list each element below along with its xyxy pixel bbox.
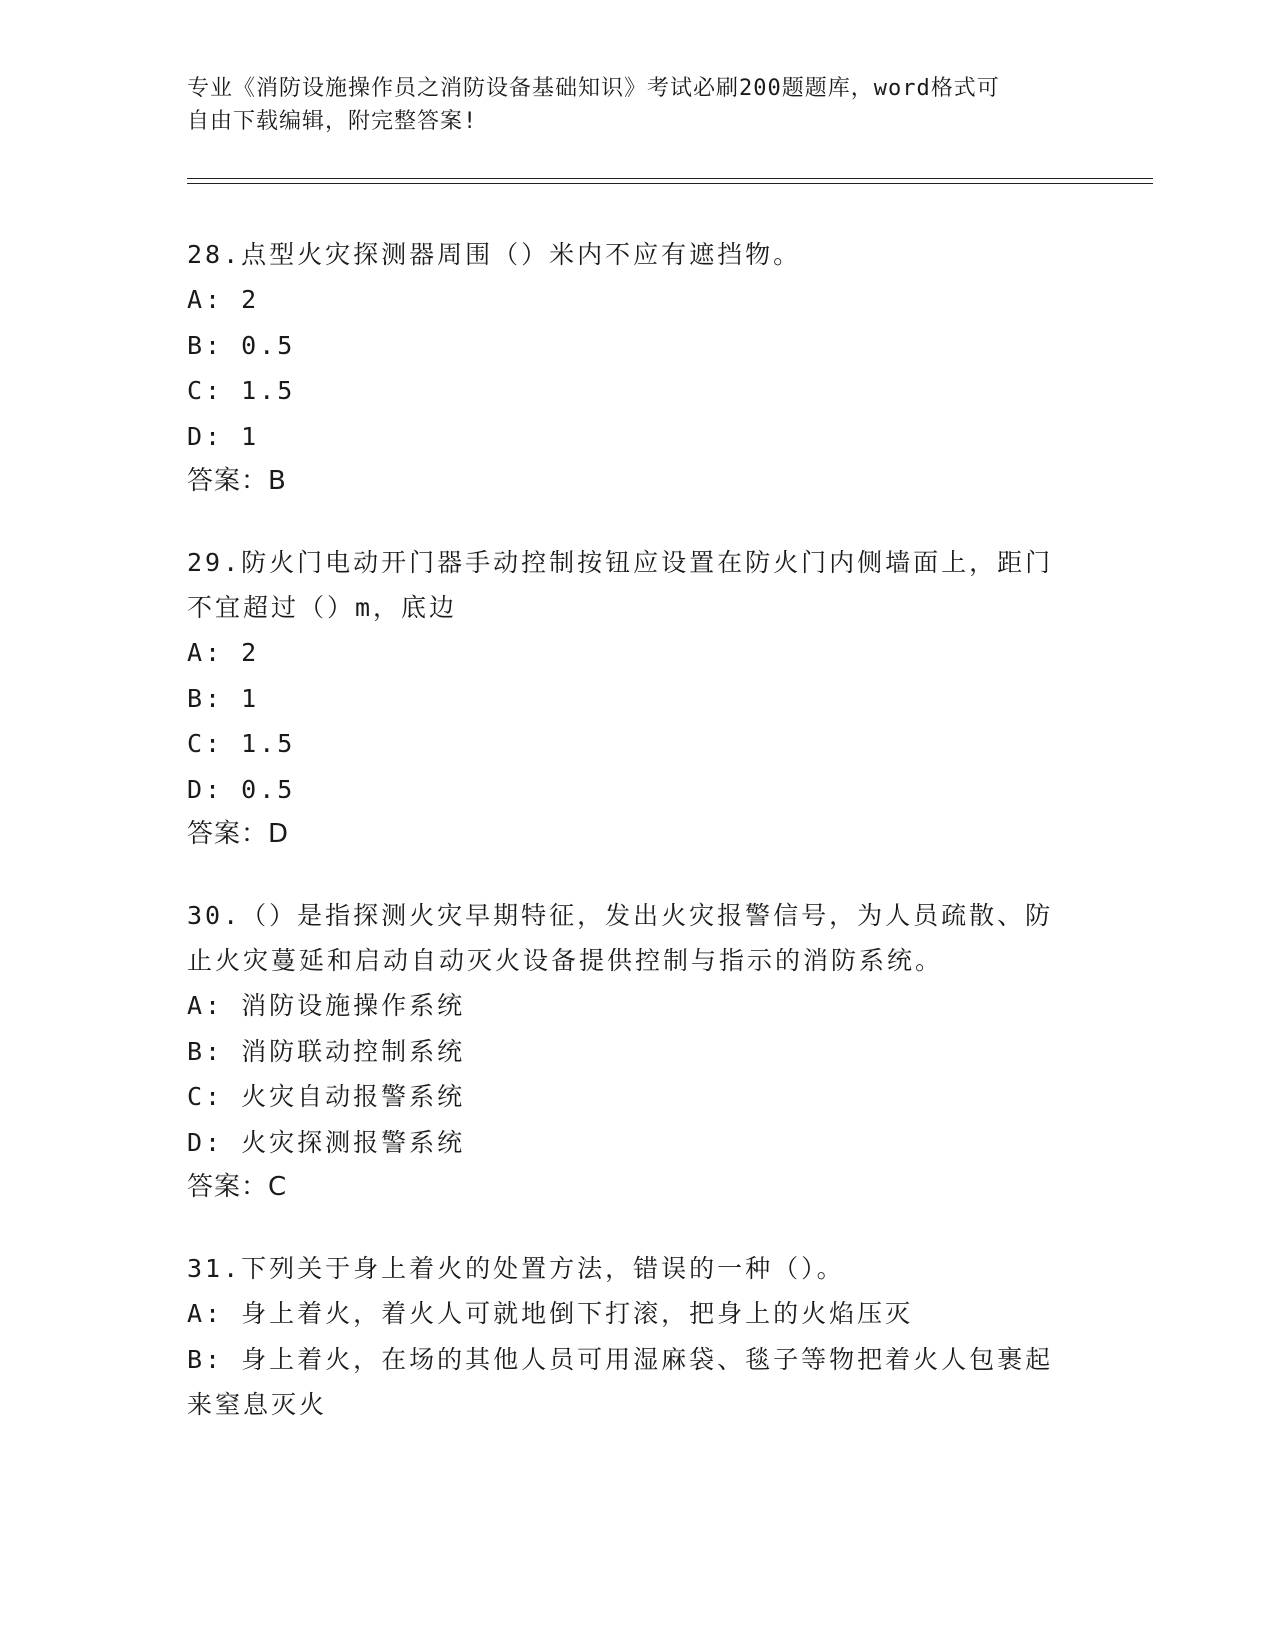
- option-c: C: 1.5: [187, 376, 296, 405]
- question-text: 31.下列关于身上着火的处置方法，错误的一种（）。: [187, 1254, 845, 1283]
- question-31: [187, 1246, 1087, 1428]
- answer-label: 答案：B: [187, 466, 287, 496]
- header-divider-bottom: [187, 183, 1153, 184]
- option-a: A: 消防设施操作系统: [187, 991, 466, 1020]
- option-c: C: 1.5: [187, 729, 296, 758]
- option-d: D: 火灾探测报警系统: [187, 1127, 466, 1157]
- option-d: D: 1: [187, 421, 260, 451]
- document-header: [187, 72, 1067, 138]
- option-b: B: 消防联动控制系统: [187, 1036, 466, 1066]
- header-line-1: 专业《消防设施操作员之消防设备基础知识》考试必刷200题题库，word格式可: [187, 76, 1000, 101]
- question-text: 29.防火门电动开门器手动控制按钮应设置在防火门内侧墙面上，距门: [187, 548, 1054, 577]
- question-text: 30.（）是指探测火灾早期特征，发出火灾报警信号，为人员疏散、防: [187, 901, 1054, 930]
- option-b-continued: 来窒息灭火: [187, 1390, 328, 1419]
- answer-label: 答案：D: [187, 819, 290, 849]
- header-line-2: 自由下载编辑，附完整答案!: [187, 109, 478, 134]
- option-a: A: 2: [187, 638, 260, 667]
- option-b: B: 1: [187, 683, 260, 713]
- question-text: 28.点型火灾探测器周围（）米内不应有遮挡物。: [187, 240, 802, 269]
- question-text-continued: 止火灾蔓延和启动自动灭火设备提供控制与指示的消防系统。: [187, 946, 944, 975]
- question-30: [187, 893, 1087, 1210]
- question-list: [187, 232, 1087, 1464]
- option-b: B: 0.5: [187, 330, 296, 360]
- option-d: D: 0.5: [187, 774, 296, 804]
- option-a: A: 身上着火，着火人可就地倒下打滚，把身上的火焰压灭: [187, 1299, 914, 1328]
- option-c: C: 火灾自动报警系统: [187, 1082, 466, 1111]
- header-divider-top: [187, 178, 1153, 179]
- option-b: B: 身上着火，在场的其他人员可用湿麻袋、毯子等物把着火人包裹起: [187, 1344, 1054, 1374]
- answer-label: 答案：C: [187, 1172, 288, 1202]
- question-29: [187, 540, 1087, 857]
- question-text-continued: 不宜超过（）m，底边: [187, 593, 458, 622]
- option-a: A: 2: [187, 285, 260, 314]
- question-28: [187, 232, 1087, 504]
